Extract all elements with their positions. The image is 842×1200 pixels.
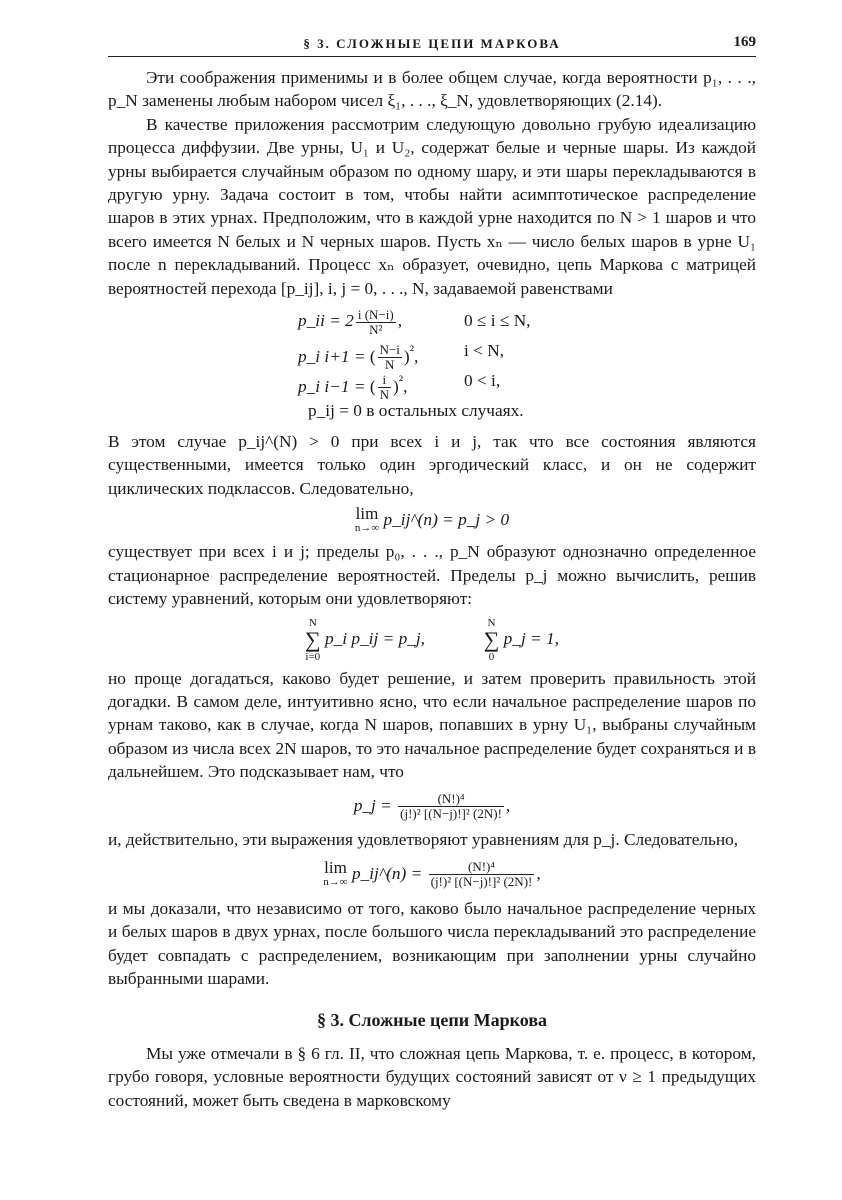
paragraph-8: Мы уже отмечали в § 6 гл. II, что сложная цепь Маркова, т. е. процесс, в котором, грубо говоря, условные вероятности будущих состояний зависят от ν ≥ 1 предыдущих состояний, может быть сведена в марковскому (108, 1043, 756, 1110)
equation-pii-plus: p_i i+1 = ( $\frac{N-i}{N}$ )$^{^2}$, i < N, (298, 341, 504, 373)
paragraph-6: и, действительно, эти выражения удовлетворяют уравнениям для p_j. Следовательно, (108, 829, 739, 849)
paragraph-7: и мы доказали, что независимо от того, каково было начальное распределение черных и белых шаров в двух урнах, после большого числа перекладываний это распределение будет совпадать с распределением, возникающим при заполнении урны случайно выбранными шарами. (108, 898, 756, 989)
equation-system: N ∑ i=0 p_i p_ij = p_j, N ∑ 0 p_j = 1, (304, 616, 560, 663)
equation-pii-minus: p_i i−1 = ( $\frac{i}{N}$ )$^{^2}$, 0 < i, (298, 371, 501, 403)
page-body (108, 66, 756, 1112)
paragraph-2: В качестве приложения рассмотрим следующую довольно грубую идеализацию процесса диффузии. Две урны, U₁ и U₂, содержат белые и черные шары. Из каждой урны выбирается случайным образом по одному шару, и эти шары перекладываются в другую урну. Задача состоит в том, чтобы найти асимптотическое распределение шаров в этих урнах. Предположим, что в каждой урне находится по N > 1 шаров и что всего имеется N белых и N черных шаров. Пусть xₙ — число белых шаров в урне U₁ после n перекладываний. Процесс xₙ образует, очевидно, цепь Маркова с матрицей вероятностей перехода [p_ij], i, j = 0, . . ., N, задаваемой равенствами (108, 114, 756, 298)
equation-stationary: p_j = $\frac{\text{(N!)⁴}}{\text{(j!)² [(N−j)!]² (2N)!}}$ , (353, 791, 511, 822)
section-heading: § 3. Сложные цепи Маркова (316, 1009, 548, 1030)
equation-pij-zero: p_ij = 0 в остальных случаях. (308, 401, 524, 421)
equation-result: lim n→∞ p_ij^(n) = $\frac{\text{(N!)⁴}}{\text{(j!)² [(N−j)!]² (2N)!}}$ , (323, 857, 541, 890)
paragraph-1: Эти соображения применимы и в более общем случае, когда вероятности p₁, . . ., p_N заменены любым набором чисел ξ₁, . . ., ξ_N, удовлетворяющих (2.14). (108, 68, 756, 111)
running-title: § 3. СЛОЖНЫЕ ЦЕПИ МАРКОВА (303, 36, 561, 51)
page-header (108, 34, 756, 57)
paragraph-5: но проще догадаться, каково будет решение, и затем проверить правильность этой догадки. В самом деле, интуитивно ясно, что если начальное распределение шаров по урнам таково, как в случае, когда N шаров, попавших в урну U₁, выбраны случайным образом из числа всех 2N шаров, то это начальное распределение будет сохраняться и в дальнейшем. Это подсказывает нам, что (108, 668, 756, 782)
paragraph-3: В этом случае p_ij^(N) > 0 при всех i и j, так что все состояния являются существенными, имеется только один эргодический класс, и он не содержит циклических подклассов. Следовательно, (108, 432, 756, 498)
equation-limit: lim n→∞ p_ij^(n) = p_j > 0 (354, 504, 510, 535)
paragraph-4: существует при всех i и j; пределы p₀, . . ., p_N образуют однозначно определенное стационарное распределение вероятностей. Пределы p_j можно вычислить, решив систему уравнений, которым они удовлетворяют: (108, 542, 756, 609)
page-number: 169 (733, 34, 756, 50)
equation-pii: p_ii = 2 $\frac{i (N-i)}{\text{N²}}$ , 0 ≤ i ≤ N, (298, 306, 531, 337)
